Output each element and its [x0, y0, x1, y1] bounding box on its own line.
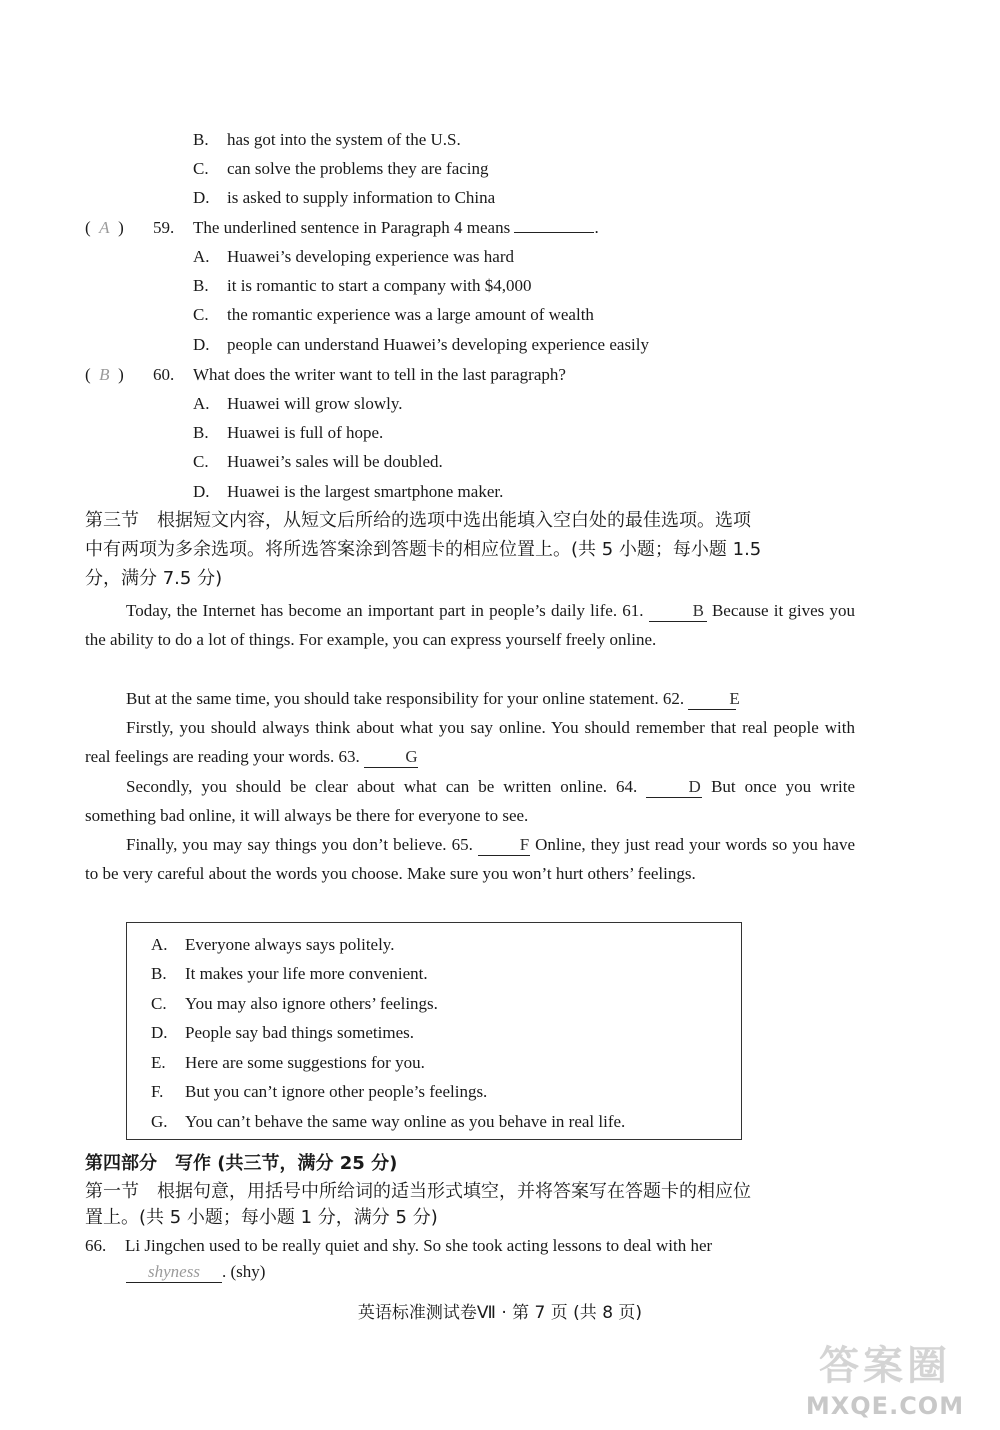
q60-option-a: A. Huawei will grow slowly.: [193, 394, 403, 413]
watermark-text: 答案圈: [819, 1343, 951, 1389]
q60-stem: ( B ) 60. What does the writer want to tell in the last paragraph?: [85, 365, 566, 384]
section3-heading-line2: 中有两项为多余选项。将所选答案涂到答题卡的相应位置上。(共 5 小题；每小题 1.5: [85, 539, 762, 560]
watermark-url: MXQE.COM: [805, 1392, 965, 1420]
page-footer: 英语标准测试卷Ⅶ · 第 7 页 (共 8 页): [357, 1303, 643, 1323]
q66-stem: 66. Li Jingchen used to be really quiet and shy. So she took acting lessons to deal with her: [85, 1236, 713, 1255]
answer-64: D: [646, 777, 702, 798]
q66-answer-line: shyness . (shy): [126, 1260, 265, 1284]
box-option-f: F. But you can’t ignore other people’s feelings.: [151, 1082, 488, 1101]
box-option-g: G. You can’t behave the same way online as you behave in real life.: [151, 1112, 626, 1131]
section3-heading-line1: 第三节 根据短文内容，从短文后所给的选项中选出能填入空白处的最佳选项。选项: [85, 510, 751, 531]
q59-option-b: B. it is romantic to start a company with $4,000: [193, 276, 532, 295]
box-option-e: E. Here are some suggestions for you.: [151, 1053, 425, 1072]
box-option-d: D. People say bad things sometimes.: [151, 1023, 415, 1042]
q58-option-c: C. can solve the problems they are facing: [193, 159, 489, 178]
watermark-logo: [800, 1340, 970, 1425]
q59-stem: ( A ) 59. The underlined sentence in Paragraph 4 means .: [85, 218, 599, 237]
passage-paragraph-5: Finally, you may say things you don’t believe. 65. F Online, they just read your words so you have to be very careful about the words you choose. Make sure you won’t hurt others’ feelings.: [85, 835, 856, 883]
passage-paragraph-1: Today, the Internet has become an important part in people’s daily life. 61. B Because it gives you the ability to do a lot of things. For example, you can express yourself freely online.: [85, 601, 856, 649]
answer-65: F: [478, 835, 530, 856]
q59-option-c: C. the romantic experience was a large amount of wealth: [193, 305, 594, 324]
q58-option-d: D. is asked to supply information to China: [193, 188, 496, 207]
answer-63: G: [364, 747, 418, 768]
q60-option-b: B. Huawei is full of hope.: [193, 423, 384, 442]
q66-answer: shyness: [126, 1262, 222, 1283]
box-option-b: B. It makes your life more convenient.: [151, 964, 428, 983]
passage-paragraph-3: Firstly, you should always think about what you say online. You should remember that real people with real feelings are reading your words. 63. G: [85, 718, 855, 766]
q59-blank: [514, 232, 594, 233]
q59-option-a: A. Huawei’s developing experience was hard: [193, 247, 514, 266]
passage-paragraph-2: But at the same time, you should take responsibility for your online statement. 62. E: [126, 689, 740, 708]
q60-option-c: C. Huawei’s sales will be doubled.: [193, 452, 443, 471]
q60-option-d: D. Huawei is the largest smartphone maker.: [193, 482, 504, 501]
options-box: [126, 922, 742, 1140]
passage-paragraph-4: Secondly, you should be clear about what can be written online. 64. D But once you write something bad online, it will always be there for everyone to see.: [85, 777, 855, 825]
q59-option-d: D. people can understand Huawei’s developing experience easily: [193, 335, 650, 354]
q60-answer: B: [99, 365, 110, 384]
part4-title: 第四部分 写作 (共三节，满分 25 分): [85, 1153, 398, 1174]
q59-answer: A: [99, 218, 110, 237]
answer-62: E: [688, 689, 736, 710]
box-option-c: C. You may also ignore others’ feelings.: [151, 994, 438, 1013]
answer-61: B: [649, 601, 707, 622]
part4-section1-line2: 置上。(共 5 小题；每小题 1 分，满分 5 分): [85, 1207, 438, 1228]
q58-option-b: B. has got into the system of the U.S.: [193, 130, 461, 149]
section3-heading-line3: 分，满分 7.5 分): [85, 568, 223, 589]
box-option-a: A. Everyone always says politely.: [151, 935, 395, 954]
part4-section1-line1: 第一节 根据句意，用括号中所给词的适当形式填空，并将答案写在答题卡的相应位: [85, 1181, 751, 1202]
